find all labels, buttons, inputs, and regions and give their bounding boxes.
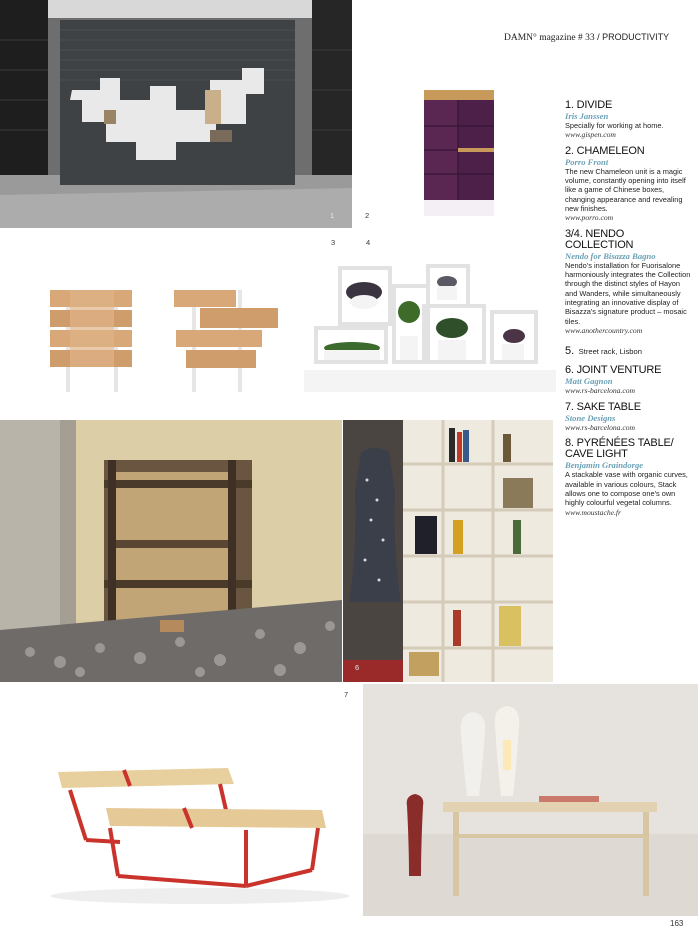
entry-designer: Porro Front (565, 156, 609, 167)
bookshelf-room-divider-photo (343, 420, 553, 682)
entry-chameleon (565, 146, 693, 223)
street-rack-photo (0, 420, 342, 682)
entry-title: 7. SAKE TABLE (565, 400, 641, 413)
entry-url[interactable]: www.anothercountry.com (565, 325, 643, 335)
white-frame-planters-photo (304, 250, 556, 416)
entry-title: 5. (565, 345, 575, 358)
entry-url[interactable]: www.porro.com (565, 213, 614, 223)
entry-designer: Iris Janssen (565, 111, 609, 121)
entry-designer: Matt Gagnon (565, 376, 613, 387)
photo-number-2: 2 (365, 211, 370, 220)
photo-number-7: 7 (344, 690, 349, 699)
entry-designer: Nendo for Bisazza Bagno (565, 250, 656, 261)
page-number: 163 (670, 919, 684, 928)
entry-title: 6. JOINT VENTURE (565, 364, 662, 377)
pyrenees-table-cave-light-photo (363, 684, 698, 916)
entry-title: 2. CHAMELEON (565, 144, 645, 157)
page-header (504, 32, 669, 43)
magazine-name: DAMN° magazine # 33 (504, 33, 595, 43)
article-text-column (565, 100, 693, 523)
entry-description: The new Chameleon unit is a magic volume, constantly opening into itself like a game of Chinese boxes, changing appearance and revealing new finishes. (565, 166, 686, 213)
entry-designer: Benjamin Graindorge (565, 460, 644, 471)
photo-number-3: 3 (331, 238, 336, 247)
photo-number-1: 1 (330, 211, 335, 220)
divide-bookcase-photo (0, 0, 352, 228)
entry-title: 1. DIVIDE (565, 99, 613, 111)
entry-title: 3/4. NENDO COLLECTION (565, 227, 634, 251)
entry-divide (565, 100, 693, 140)
entry-url[interactable]: www.rs-barcelona.com (565, 386, 636, 396)
entry-url[interactable]: www.gispen.com (565, 130, 616, 140)
entry-street-rack (565, 341, 693, 359)
entry-designer: Stone Designs (565, 412, 616, 423)
wooden-shelf-units-photo (0, 232, 336, 420)
entry-url[interactable]: www.moustache.fr (565, 507, 621, 517)
entry-url[interactable]: www.rs-barcelona.com (565, 422, 636, 432)
entry-title: 8. PYRÉNÉES TABLE/ CAVE LIGHT (565, 437, 674, 461)
red-frame-tables-photo (0, 700, 362, 920)
entry-description: Nendo's installation for Fuorisalone harmoniously integrates the Collection through the distinct styles of Hayon and Wanders, while simultaneously integrating an innovative display of Bisazza's signature product – mosaic tiles. (565, 260, 691, 326)
entry-nendo-collection (565, 229, 693, 336)
entry-joint-venture (565, 365, 693, 396)
section-name: PRODUCTIVITY (602, 32, 670, 42)
photo-number-6: 6 (355, 663, 360, 672)
entry-description: A stackable vase with organic curves, available in various colours, Stack allows one to compose one's own highly colourful vegetal columns. (565, 470, 688, 508)
header-separator: / (594, 32, 603, 42)
photo-number-4: 4 (366, 238, 371, 247)
chameleon-cube-photo (412, 82, 508, 232)
entry-sake-table (565, 402, 693, 433)
entry-pyrenees-table (565, 438, 693, 517)
entry-description: Specially for working at home. (565, 121, 664, 130)
entry-description: Street rack, Lisbon (578, 347, 642, 357)
